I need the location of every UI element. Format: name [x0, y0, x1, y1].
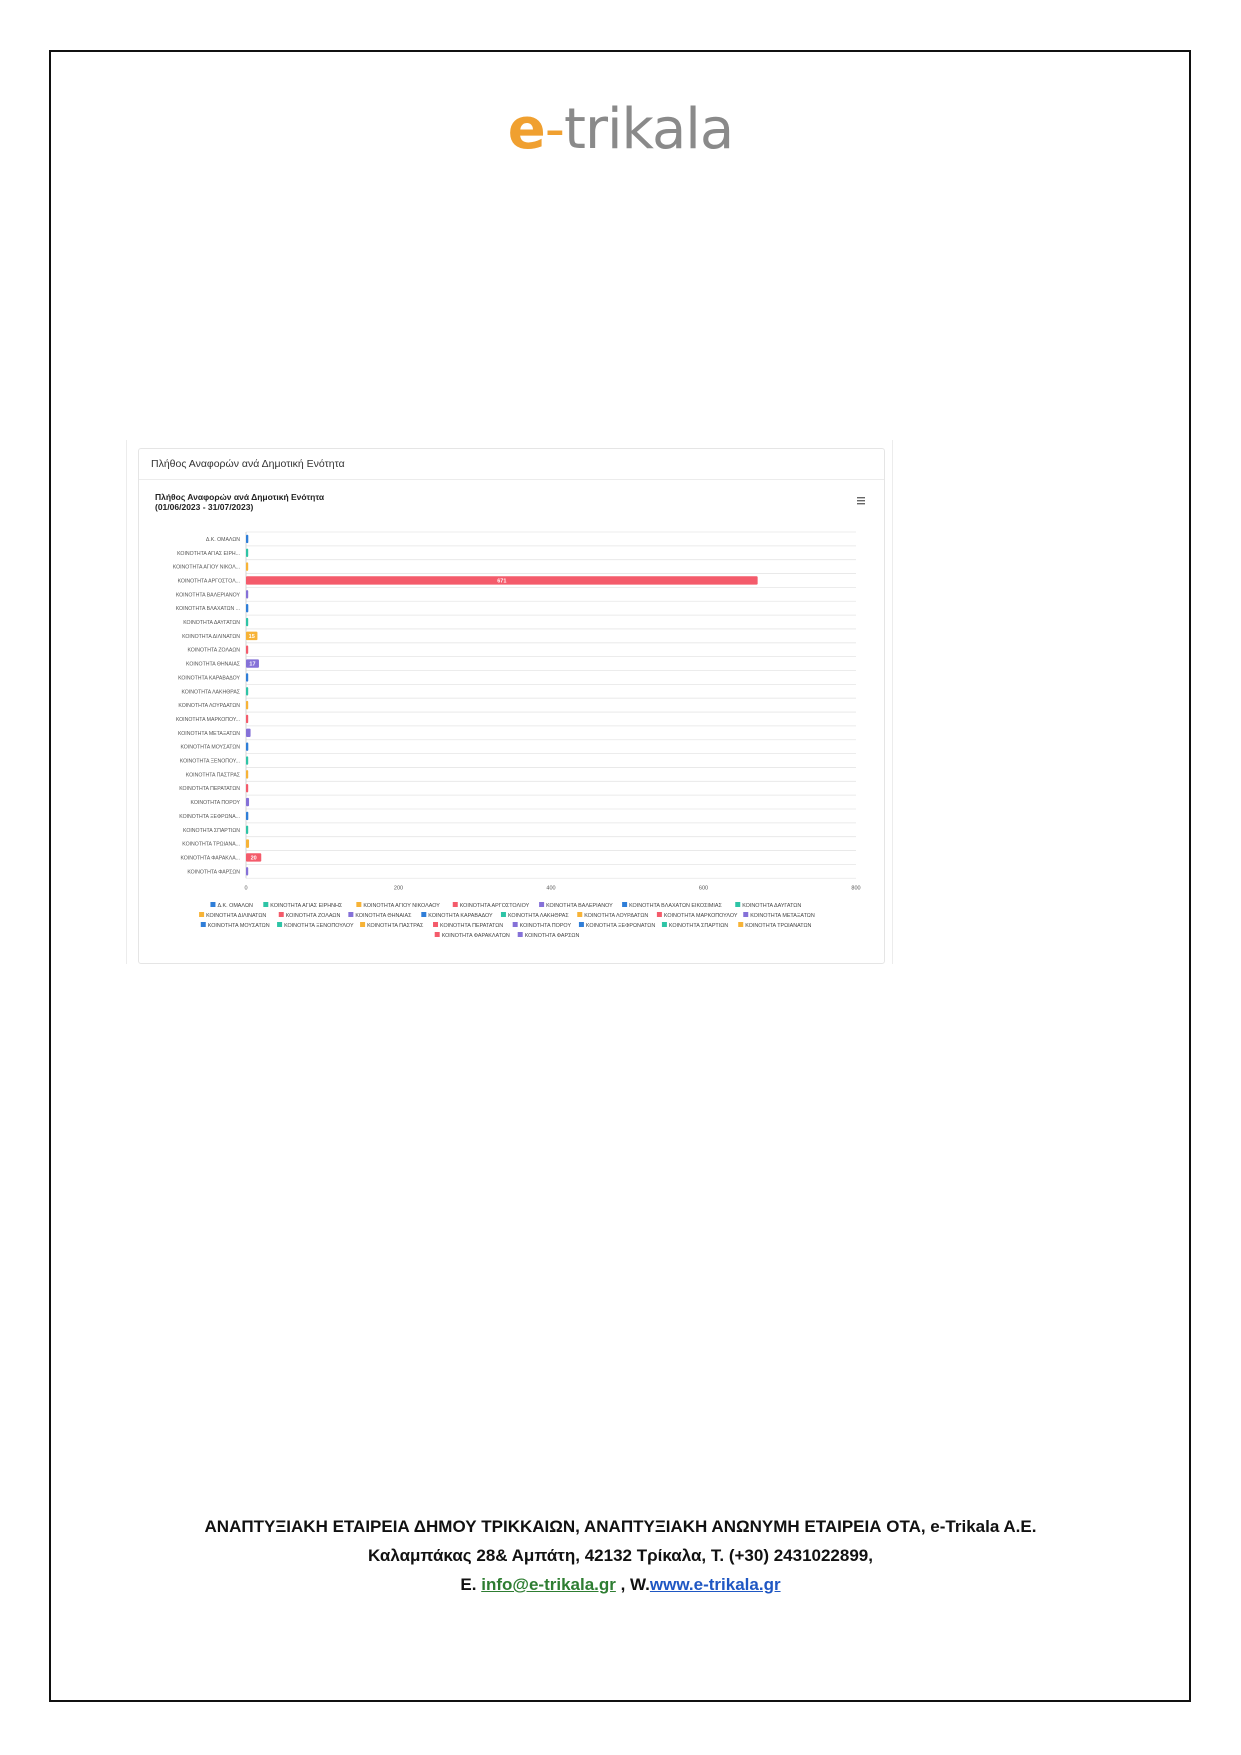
y-tick-label: ΚΟΙΝΟΤΗΤΑ ΑΓΙΟΥ ΝΙΚΟΛ... [172, 564, 240, 571]
legend-swatch [577, 912, 582, 917]
bar [246, 798, 249, 806]
email-prefix: Ε. [460, 1575, 477, 1594]
y-tick-label: ΚΟΙΝΟΤΗΤΑ ΘΗΝΑΙΑΣ [186, 661, 240, 668]
legend-item: ΚΟΙΝΟΤΗΤΑ ΖΟΛΑΩΝ [285, 913, 341, 919]
legend-swatch [513, 922, 518, 927]
bar [246, 646, 248, 654]
y-tick-label: ΚΟΙΝΟΤΗΤΑ ΜΟΥΣΑΤΩΝ [180, 744, 240, 751]
legend-item: ΚΟΙΝΟΤΗΤΑ ΠΟΡΟΥ [519, 923, 572, 929]
bar [246, 673, 248, 681]
legend-swatch [743, 912, 748, 917]
y-tick-label: ΚΟΙΝΟΤΗΤΑ ΑΓΙΑΣ ΕΙΡΗ... [177, 550, 240, 557]
legend-swatch [579, 922, 584, 927]
data-label: 671 [497, 578, 507, 585]
legend-item: ΚΟΙΝΟΤΗΤΑ ΦΑΡΣΩΝ [524, 933, 580, 939]
x-tick-label: 800 [851, 885, 861, 892]
legend-swatch [453, 902, 458, 907]
y-tick-label: ΚΟΙΝΟΤΗΤΑ ΞΕΝΟΠΟΥ... [179, 758, 240, 765]
x-tick-label: 400 [546, 885, 556, 892]
y-tick-label: ΚΟΙΝΟΤΗΤΑ ΤΡΩΙΑΝΑ... [182, 841, 240, 848]
bar [246, 618, 248, 626]
legend-item: ΚΟΙΝΟΤΗΤΑ ΔΑΥΓΑΤΩΝ [742, 903, 802, 909]
footer-address-line: Καλαμπάκας 28& Αμπάτη, 42132 Τρίκαλα, Τ. (+30) 2431022899, [368, 1546, 873, 1565]
chart-title: Πλήθος Αναφορών ανά Δημοτική Ενότητα [155, 492, 325, 502]
legend-swatch [539, 902, 544, 907]
y-tick-label: ΚΟΙΝΟΤΗΤΑ ΑΡΓΟΣΤΟΛ... [177, 578, 240, 585]
legend-swatch [199, 912, 204, 917]
legend-swatch [360, 922, 365, 927]
email-link[interactable]: info@e-trikala.gr [481, 1575, 616, 1594]
legend-item: ΚΟΙΝΟΤΗΤΑ ΛΑΚΗΘΡΑΣ [507, 913, 569, 919]
bar [246, 687, 248, 695]
embedded-screenshot [126, 440, 893, 964]
legend-swatch [738, 922, 743, 927]
bar [246, 590, 248, 598]
legend-item: ΚΟΙΝΟΤΗΤΑ ΑΡΓΟΣΤΟΛΙΟΥ [459, 903, 530, 909]
y-tick-label: ΚΟΙΝΟΤΗΤΑ ΛΟΥΡΔΑΤΩΝ [178, 703, 240, 710]
bar [246, 756, 248, 764]
legend-item: ΚΟΙΝΟΤΗΤΑ ΑΓΙΑΣ ΕΙΡΗΝΗΣ [270, 903, 343, 909]
legend-swatch [735, 902, 740, 907]
legend-item: ΚΟΙΝΟΤΗΤΑ ΚΑΡΑΒΑΔΟΥ [428, 913, 493, 919]
bar [246, 784, 248, 792]
y-tick-label: ΚΟΙΝΟΤΗΤΑ ΔΙΛΙΝΑΤΩΝ [182, 633, 240, 640]
bar [246, 729, 251, 737]
legend-item: ΚΟΙΝΟΤΗΤΑ ΜΟΥΣΑΤΩΝ [207, 923, 270, 929]
footer-company-line: ΑΝΑΠΤΥΞΙΑΚΗ ΕΤΑΙΡΕΙΑ ΔΗΜΟΥ ΤΡΙΚΚΑΙΩΝ, ΑΝΑΠΤΥΞΙΑΚΗ ΑΝΩΝΥΜΗ ΕΤΑΙΡΕΙΑ ΟΤΑ, e-Trikala A.E. [204, 1517, 1037, 1536]
legend-item: ΚΟΙΝΟΤΗΤΑ ΒΑΛΕΡΙΑΝΟΥ [546, 903, 613, 909]
y-tick-label: ΚΟΙΝΟΤΗΤΑ ΔΑΥΓΑΤΩΝ [183, 620, 240, 627]
legend-swatch [662, 922, 667, 927]
y-tick-label: ΚΟΙΝΟΤΗΤΑ ΖΟΛΑΩΝ [187, 647, 240, 654]
legend-item: ΚΟΙΝΟΤΗΤΑ ΘΗΝΑΙΑΣ [355, 913, 412, 919]
y-tick-label: ΚΟΙΝΟΤΗΤΑ ΞΕΦΡΩΝΑ... [179, 813, 240, 820]
legend-swatch [201, 922, 206, 927]
legend-swatch [263, 902, 268, 907]
legend-item: ΚΟΙΝΟΤΗΤΑ ΤΡΩΙΑΝΑΤΩΝ [745, 923, 812, 929]
website-link[interactable]: www.e-trikala.gr [649, 1575, 781, 1594]
y-tick-label: ΚΟΙΝΟΤΗΤΑ ΜΑΡΚΟΠΟΥ... [175, 716, 240, 723]
y-tick-label: ΚΟΙΝΟΤΗΤΑ ΠΕΡΑΤΑΤΩΝ [179, 786, 240, 793]
legend-item: ΚΟΙΝΟΤΗΤΑ ΣΠΑΡΤΙΩΝ [668, 923, 729, 929]
x-tick-label: 600 [698, 885, 709, 892]
bar [246, 535, 248, 543]
y-tick-label: ΚΟΙΝΟΤΗΤΑ ΛΑΚΗΘΡΑΣ [181, 689, 240, 696]
data-label: 20 [250, 855, 257, 862]
legend-swatch [277, 922, 282, 927]
data-label: 15 [248, 633, 255, 640]
x-tick-label: 0 [244, 885, 248, 892]
legend-swatch [279, 912, 284, 917]
legend-swatch [210, 902, 215, 907]
footer [0, 1512, 1241, 1599]
legend-swatch [435, 932, 440, 937]
bar [246, 701, 248, 709]
y-tick-label: ΚΟΙΝΟΤΗΤΑ ΒΛΑΧΑΤΩΝ ... [175, 606, 240, 613]
bar [246, 812, 248, 820]
bar [246, 715, 248, 723]
y-tick-label: ΚΟΙΝΟΤΗΤΑ ΦΑΡΣΩΝ [187, 869, 240, 876]
y-tick-label: ΚΟΙΝΟΤΗΤΑ ΠΑΣΤΡΑΣ [185, 772, 240, 779]
card-title: Πλήθος Αναφορών ανά Δημοτική Ενότητα [151, 458, 345, 470]
y-tick-label: ΚΟΙΝΟΤΗΤΑ ΚΑΡΑΒΑΔΟΥ [178, 675, 240, 682]
bar [246, 742, 248, 750]
bar [246, 867, 248, 875]
y-tick-label: Δ.Κ. ΟΜΑΛΩΝ [205, 536, 240, 543]
bar [246, 562, 248, 570]
bar [246, 604, 248, 612]
bar [246, 549, 248, 557]
bar-chart [139, 449, 884, 963]
legend-item: ΚΟΙΝΟΤΗΤΑ ΞΕΝΟΠΟΥΛΟΥ [284, 923, 354, 929]
y-tick-label: ΚΟΙΝΟΤΗΤΑ ΜΕΤΑΞΑΤΩΝ [177, 730, 240, 737]
legend-swatch [356, 902, 361, 907]
data-label: 17 [249, 661, 256, 668]
legend-item: ΚΟΙΝΟΤΗΤΑ ΑΓΙΟΥ ΝΙΚΟΛΑΟΥ [363, 903, 440, 909]
hamburger-menu-icon[interactable] [857, 497, 865, 504]
web-prefix: , W. [620, 1575, 650, 1594]
legend-swatch [433, 922, 438, 927]
legend-swatch [657, 912, 662, 917]
legend-swatch [348, 912, 353, 917]
legend-item: ΚΟΙΝΟΤΗΤΑ ΠΑΣΤΡΑΣ [367, 923, 424, 929]
legend-swatch [518, 932, 523, 937]
chart-card [138, 448, 885, 964]
legend-item: ΚΟΙΝΟΤΗΤΑ ΞΕΦΡΩΝΑΤΩΝ [585, 923, 656, 929]
legend-item: ΚΟΙΝΟΤΗΤΑ ΦΑΡΑΚΛΑΤΩΝ [441, 933, 510, 939]
legend-item: ΚΟΙΝΟΤΗΤΑ ΒΛΑΧΑΤΩΝ ΕΙΚΟΣΙΜΙΑΣ [629, 903, 722, 909]
chart-subtitle: (01/06/2023 - 31/07/2023) [155, 502, 254, 512]
y-tick-label: ΚΟΙΝΟΤΗΤΑ ΦΑΡΑΚΛΑ... [180, 855, 240, 862]
legend-swatch [421, 912, 426, 917]
footer-contact-line [0, 1570, 1241, 1599]
legend-swatch [501, 912, 506, 917]
x-tick-label: 200 [393, 885, 404, 892]
bar [246, 770, 248, 778]
y-tick-label: ΚΟΙΝΟΤΗΤΑ ΠΟΡΟΥ [190, 800, 240, 807]
legend-item: ΚΟΙΝΟΤΗΤΑ ΔΙΛΙΝΑΤΩΝ [206, 913, 267, 919]
y-tick-label: ΚΟΙΝΟΤΗΤΑ ΒΑΛΕΡΙΑΝΟΥ [175, 592, 240, 599]
bar [246, 839, 249, 847]
y-tick-label: ΚΟΙΝΟΤΗΤΑ ΣΠΑΡΤΙΩΝ [183, 827, 240, 834]
legend-item: Δ.Κ. ΟΜΑΛΩΝ [217, 903, 253, 909]
legend-item: ΚΟΙΝΟΤΗΤΑ ΛΟΥΡΔΑΤΩΝ [584, 913, 649, 919]
legend-item: ΚΟΙΝΟΤΗΤΑ ΠΕΡΑΤΑΤΩΝ [440, 923, 504, 929]
legend-item: ΚΟΙΝΟΤΗΤΑ ΜΕΤΑΞΑΤΩΝ [750, 913, 815, 919]
e-trikala-logo: e-trikala [507, 97, 734, 162]
legend-swatch [622, 902, 627, 907]
bar [246, 826, 248, 834]
legend-item: ΚΟΙΝΟΤΗΤΑ ΜΑΡΚΟΠΟΥΛΟΥ [663, 913, 738, 919]
